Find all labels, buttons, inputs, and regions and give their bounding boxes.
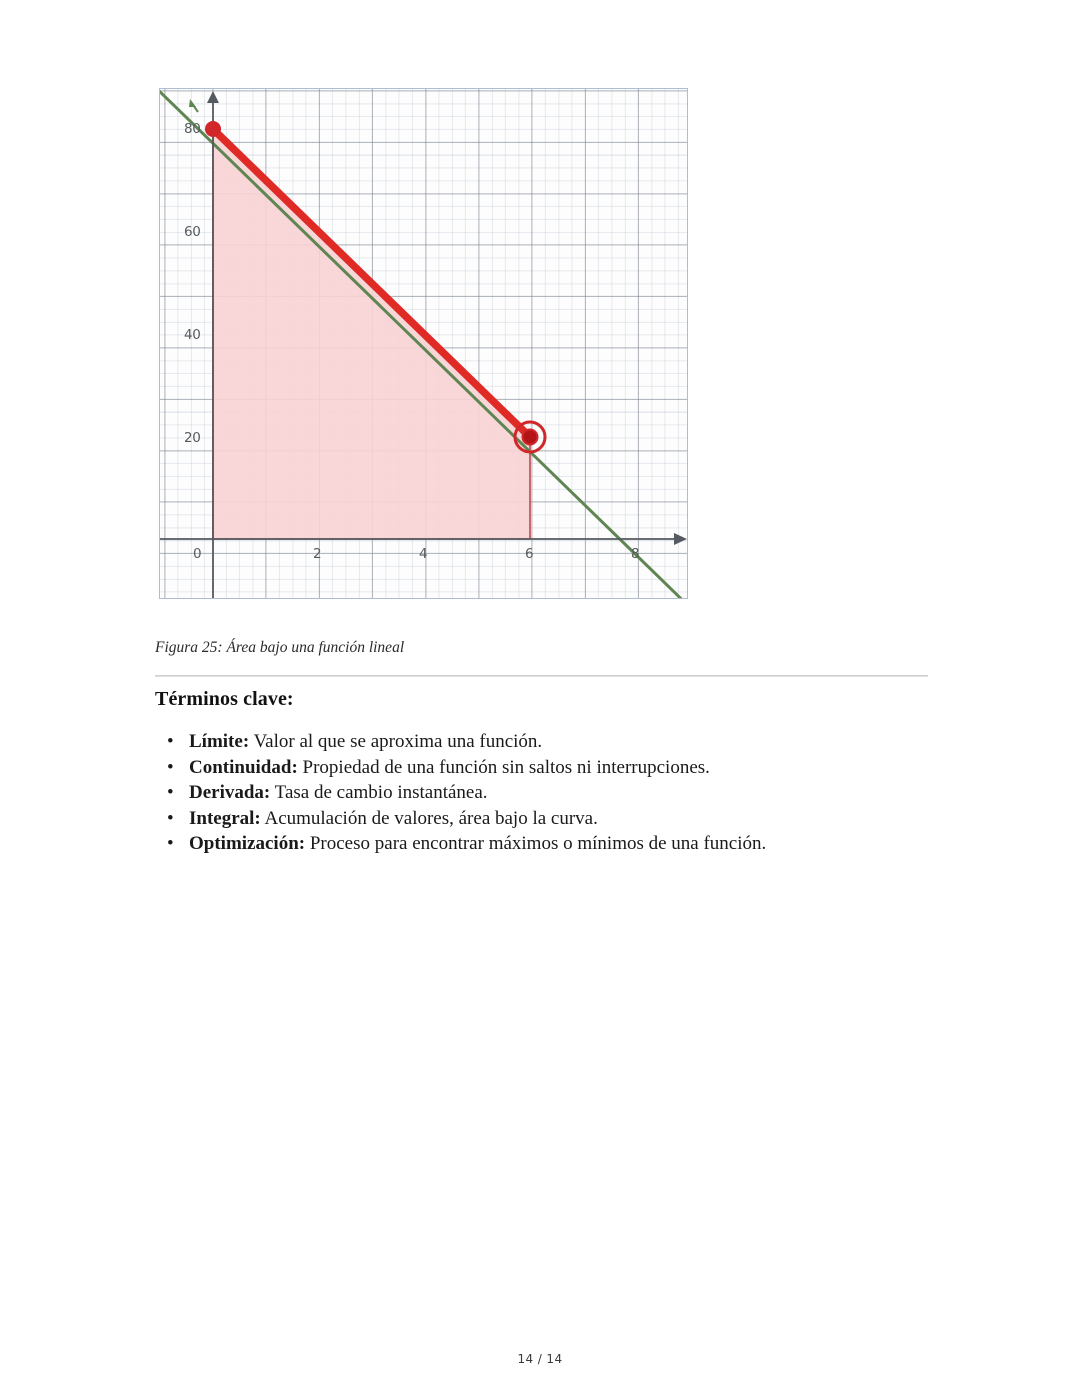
x-tick-label-4: 4 [419,546,428,562]
term-label: Integral: [189,807,261,829]
list-item [167,755,989,781]
x-tick-label-6: 6 [525,546,534,562]
y-axis-arrow [207,91,219,103]
term-definition: Valor al que se aproxima una función. [249,731,543,752]
term-label: Límite: [189,731,250,752]
x-tick-label-0: 0 [193,546,202,562]
term-definition: Propiedad de una función sin saltos ni interrupciones. [297,756,710,778]
bullet-icon: • [167,833,174,855]
chart-plot [160,89,688,599]
bullet-icon: • [167,782,174,804]
x-tick-label-2: 2 [313,546,322,562]
term-label: Derivada: [189,782,271,804]
terms-heading: Términos clave: [155,688,294,710]
marker-point-0-80 [205,121,221,137]
figure-caption: Figura 25: Área bajo una función lineal [155,639,405,656]
x-tick-label-8: 8 [631,546,640,562]
bullet-icon: • [167,807,174,829]
y-tick-label-40: 40 [184,327,201,343]
term-definition: Acumulación de valores, área bajo la curva. [260,807,598,829]
term-definition: Proceso para encontrar máximos o mínimos de una función. [305,833,767,855]
marker-dot-6-20 [523,430,538,445]
y-tick-label-80: 80 [184,121,201,137]
term-label: Continuidad: [189,756,298,778]
chart-frame [159,88,688,599]
section-divider [155,675,928,677]
list-item [167,729,989,755]
term-definition: Tasa de cambio instantánea. [270,782,488,804]
list-item [167,831,989,857]
green-arrow-head [189,99,196,107]
list-item [167,780,989,806]
bullet-icon: • [167,756,174,778]
term-label: Optimización: [189,833,306,855]
figure-area-under-linear-function [159,88,688,599]
page-number-footer: 14 / 14 [517,1352,563,1366]
y-tick-label-60: 60 [184,224,201,240]
terms-list [155,729,989,857]
list-item [167,806,989,832]
bullet-icon: • [167,731,174,752]
y-tick-label-20: 20 [184,430,201,446]
x-axis-arrow [674,533,687,545]
